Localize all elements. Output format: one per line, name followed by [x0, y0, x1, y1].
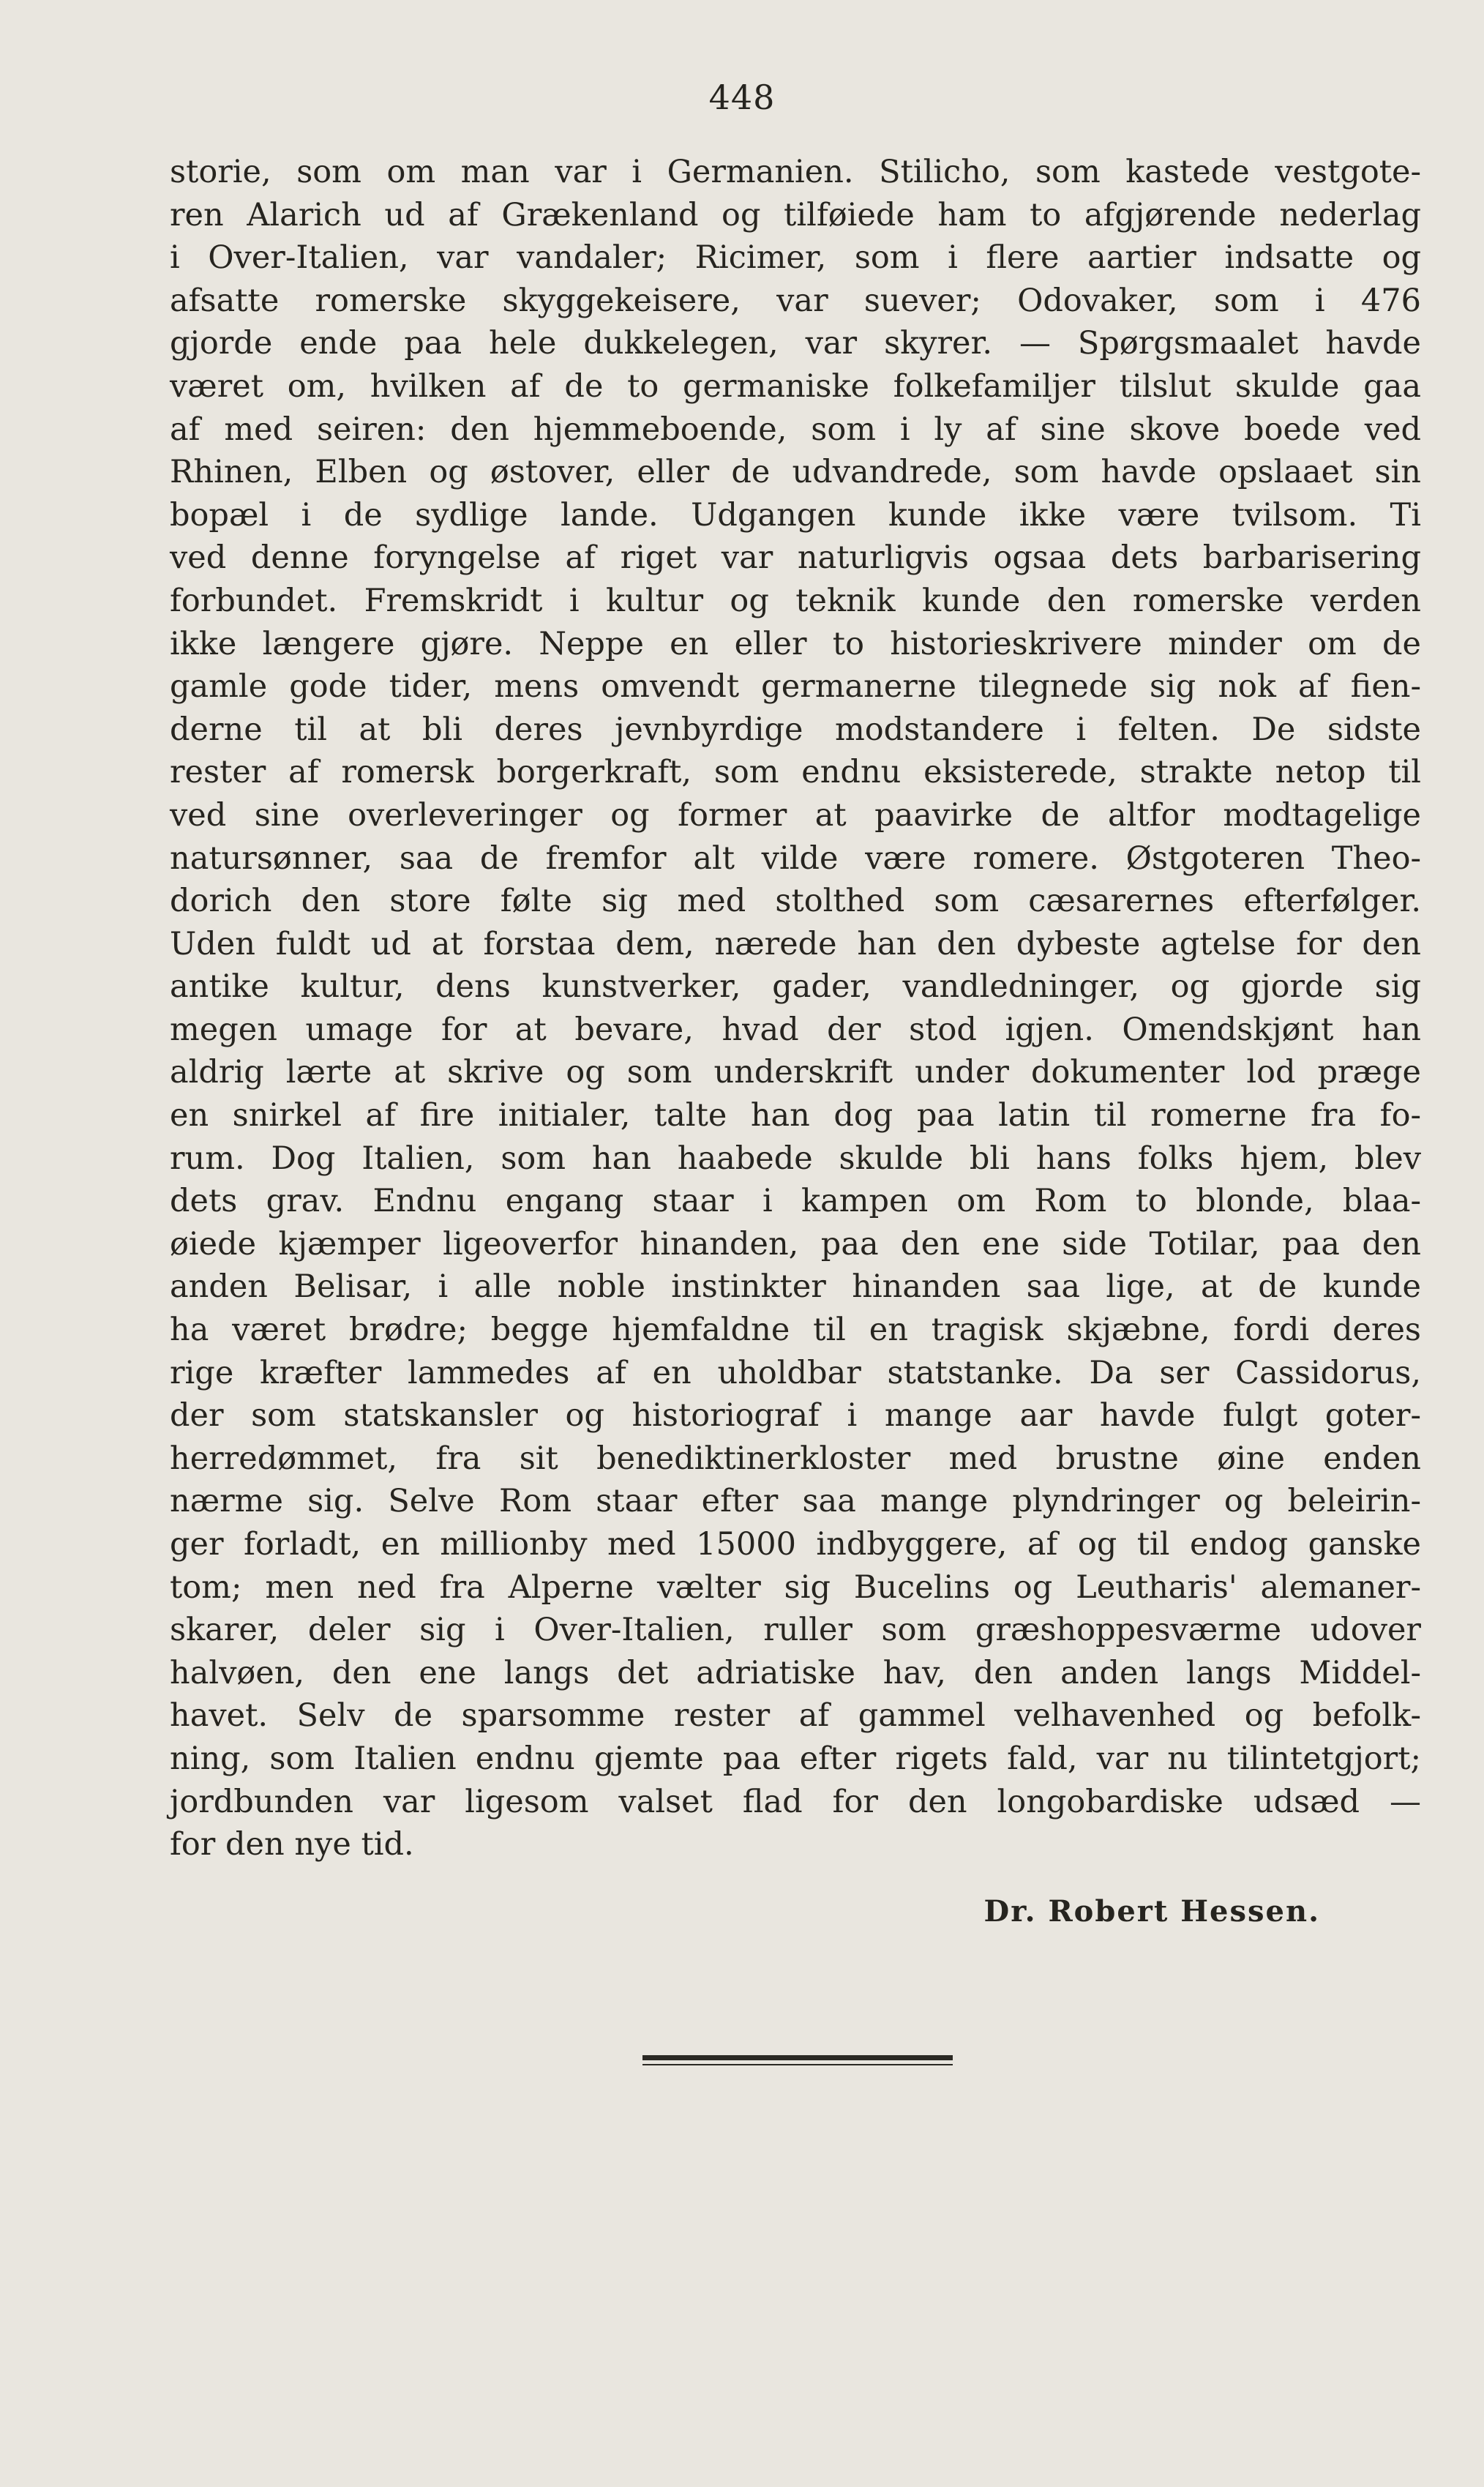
end-rule-thick [642, 2055, 953, 2060]
text-line: i Over-Italien, var vandaler; Ricimer, som i flere aartier indsatte og [170, 239, 1421, 277]
text-line: nærme sig. Selve Rom staar efter saa mange plyndringer og beleirin- [170, 1483, 1421, 1520]
text-line: skarer, deler sig i Over-Italien, ruller som græshoppesværme udover [170, 1612, 1421, 1649]
text-line: megen umage for at bevare, hvad der stod igjen. Omendskjønt han [170, 1011, 1421, 1048]
text-line: ikke længere gjøre. Neppe en eller to historieskrivere minder om de [170, 625, 1421, 662]
article-text [170, 151, 1421, 1866]
text-line: dets grav. Endnu engang staar i kampen om Rom to blonde, blaa- [170, 1183, 1421, 1220]
text-line: ning, som Italien endnu gjemte paa efter rigets fald, var nu tilintetgjort; [170, 1740, 1421, 1777]
text-line: havet. Selv de sparsomme rester af gammel velhavenhed og befolk- [170, 1697, 1421, 1735]
text-line: herredømmet, fra sit benediktinerkloster med brustne øine enden [170, 1440, 1421, 1477]
text-line: natursønner, saa de fremfor alt vilde være romere. Østgoteren Theo- [170, 839, 1421, 877]
text-line: antike kultur, dens kunstverker, gader, vandledninger, og gjorde sig [170, 968, 1421, 1006]
text-line: dorich den store følte sig med stolthed som cæsarernes efterfølger. [170, 883, 1421, 920]
text-line: rester af romersk borgerkraft, som endnu eksisterede, strakte netop til [170, 754, 1421, 791]
text-line: en snirkel af fire initialer, talte han dog paa latin til romerne fra fo- [170, 1097, 1421, 1134]
text-line: af med seiren: den hjemmeboende, som i ly af sine skove boede ved [170, 411, 1421, 448]
text-line: ved denne foryngelse af riget var naturligvis ogsaa dets barbarisering [170, 539, 1421, 577]
text-line: rum. Dog Italien, som han haabede skulde bli hans folks hjem, blev [170, 1140, 1421, 1177]
text-line: rige kræfter lammedes af en uholdbar statstanke. Da ser Cassidorus, [170, 1354, 1421, 1391]
text-line: bopæl i de sydlige lande. Udgangen kunde ikke være tvilsom. Ti [170, 496, 1421, 534]
text-line: forbundet. Fremskridt i kultur og teknik kunde den romerske verden [170, 582, 1421, 619]
text-line: Uden fuldt ud at forstaa dem, nærede han den dybeste agtelse for den [170, 925, 1421, 962]
text-line: for den nye tid. [170, 1826, 414, 1863]
page-number: 448 [708, 78, 776, 117]
text-line: afsatte romerske skyggekeisere, var suever; Odovaker, som i 476 [170, 282, 1421, 319]
text-line: ren Alarich ud af Grækenland og tilføiede ham to afgjørende nederlag [170, 196, 1421, 233]
text-line: Rhinen, Elben og østover, eller de udvandrede, som havde opslaaet sin [170, 454, 1421, 491]
author-signature: Dr. Robert Hessen. [983, 1894, 1320, 1929]
text-line: halvøen, den ene langs det adriatiske hav, den anden langs Middel- [170, 1654, 1421, 1691]
text-line: gamle gode tider, mens omvendt germanerne tilegnede sig nok af fien- [170, 668, 1421, 706]
text-line: været om, hvilken af de to germaniske folkefamiljer tilslut skulde gaa [170, 367, 1421, 405]
text-line: gjorde ende paa hele dukkelegen, var skyrer. — Spørgsmaalet havde [170, 325, 1421, 362]
text-line: storie, som om man var i Germanien. Stilicho, som kastede vestgote- [170, 154, 1421, 190]
text-line: ger forladt, en millionby med 15000 indbyggere, af og til endog ganske [170, 1526, 1421, 1563]
end-rule-thin [642, 2064, 953, 2065]
text-line: ha været brødre; begge hjemfaldne til en tragisk skjæbne, fordi deres [170, 1312, 1421, 1349]
text-line: derne til at bli deres jevnbyrdige modstandere i felten. De sidste [170, 711, 1421, 748]
text-line: jordbunden var ligesom valset flad for den longobardiske udsæd — [170, 1783, 1421, 1820]
text-line: tom; men ned fra Alperne vælter sig Bucelins og Leutharis' alemaner- [170, 1568, 1421, 1606]
text-line: øiede kjæmper ligeoverfor hinanden, paa den ene side Totilar, paa den [170, 1225, 1421, 1263]
text-line: aldrig lærte at skrive og som underskrift under dokumenter lod præge [170, 1054, 1421, 1091]
text-line: der som statskansler og historiograf i mange aar havde fulgt goter- [170, 1397, 1421, 1435]
text-line: anden Belisar, i alle noble instinkter hinanden saa lige, at de kunde [170, 1268, 1421, 1306]
text-line: ved sine overleveringer og former at paavirke de altfor modtagelige [170, 796, 1421, 834]
